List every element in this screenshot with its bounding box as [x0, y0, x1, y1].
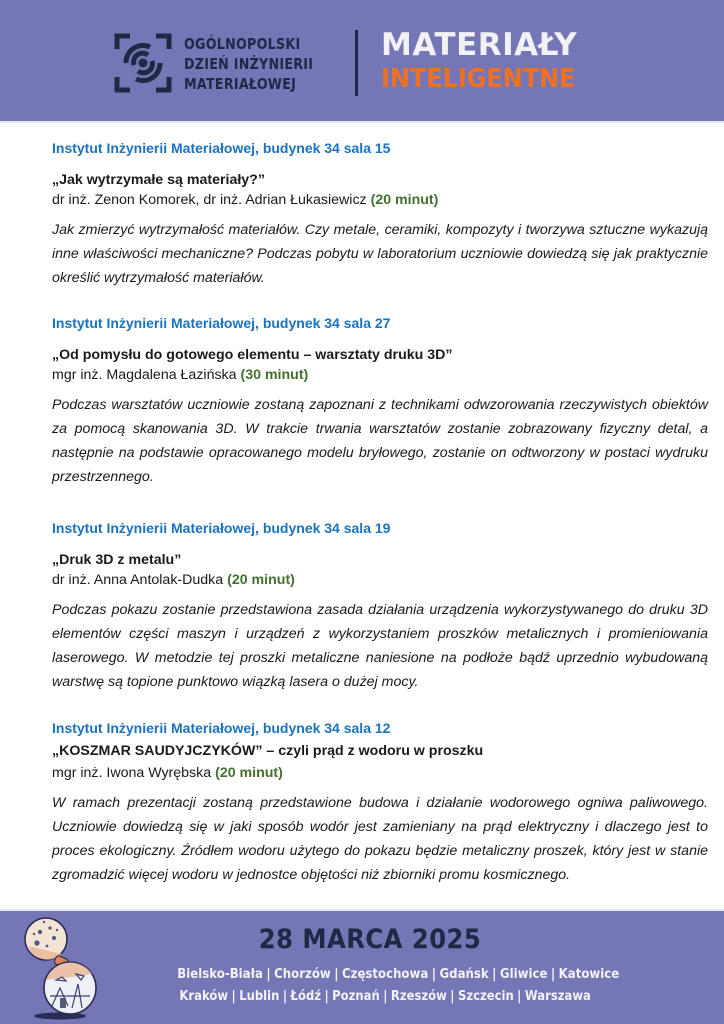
city: Katowice	[558, 966, 620, 982]
event-title: „Jak wytrzymałe są materiały?”	[52, 172, 265, 188]
event-presenters: dr inż. Anna Antolak-Dudka	[52, 572, 224, 588]
organizer-name	[184, 34, 313, 94]
event-description: Podczas pokazu zostanie przedstawiona zasada działania urządzenia wykorzystywanego do druku 3D elementów części maszyn i urządzeń z wykorzystaniem proszków metalicznych i promieniowania laserowego. W metodzie tej proszki metaliczne naniesione na podłoże bądź uprzednio wybudowaną warstwę są topione punktowo wiązką lasera o dużej mocy.	[52, 602, 708, 690]
city: Łódź	[290, 988, 322, 1004]
event-item	[52, 138, 708, 290]
city: Gliwice	[499, 966, 548, 982]
event-location: Instytut Inżynierii Materiałowej, budynek 34 sala 19	[52, 520, 391, 536]
city-separator: |	[550, 966, 556, 982]
event-description: Podczas warsztatów uczniowie zostaną zapoznani z technikami odwzorowania rzeczywistych obiektów za pomocą skanowania 3D. W trakcie trwania warsztatów zostanie zobrazowany fizyczny detal, a następnie na podstawie opracowanego modelu bryłowego, zostanie on odtworzony w postaci wydruku przestrzennego.	[52, 397, 708, 485]
city-separator: |	[431, 966, 437, 982]
header-banner	[0, 0, 724, 121]
event-duration: (20 minut)	[215, 765, 283, 781]
event-title-main: MATERIAŁY	[381, 27, 578, 63]
city-separator: |	[231, 988, 236, 1004]
city-separator: |	[324, 988, 329, 1004]
city: Gdańsk	[439, 966, 489, 982]
city: Szczecin	[457, 988, 514, 1004]
city: Poznań	[332, 988, 380, 1004]
city: Lublin	[239, 988, 280, 1004]
event-description: Jak zmierzyć wytrzymałość materiałów. Czy metale, ceramiki, kompozyty i tworzywa sztuczne wykazują inne właściwości mechaniczne? Podczas pobytu w laboratorium uczniowie dowiedzą się jak praktycznie określić wytrzymałość materiałów.	[52, 222, 708, 286]
event-description: W ramach prezentacji zostaną przedstawione budowa i działanie wodorowego ogniwa paliwowego. Uczniowie dowiedzą się w jaki sposób wodór jest zamieniany na prąd elektryczny i dlaczego jest to proces ekologiczny. Źródłem wodoru użytego do pokazu będzie metaliczny proszek, który jest w stanie zgromadzić więcej wodoru w jednostce objętości niż zbiorniki promu kosmicznego.	[52, 795, 708, 883]
city: Bielsko-Biała	[177, 966, 263, 982]
spiral-logo-icon	[114, 33, 172, 93]
city-separator: |	[517, 988, 522, 1004]
header-divider-line	[0, 121, 724, 123]
event-title: „Druk 3D z metalu”	[52, 552, 182, 568]
event-presenters-line	[52, 365, 708, 385]
city-separator: |	[282, 988, 288, 1004]
hourglass-bottle-illustration-icon	[20, 910, 100, 1020]
organizer-name-line: DZIEŃ INŻYNIERII	[184, 55, 314, 73]
event-duration: (30 minut)	[240, 367, 309, 383]
city: Warszawa	[524, 988, 591, 1004]
organizer-name-line: MATERIAŁOWEJ	[184, 75, 297, 93]
city-separator: |	[334, 966, 339, 982]
event-item	[52, 313, 708, 489]
cities-row	[177, 963, 620, 985]
cities-list	[150, 963, 620, 1007]
cities-row	[179, 985, 591, 1007]
event-item	[52, 718, 708, 887]
event-location: Instytut Inżynierii Materiałowej, budynek 34 sala 15	[52, 140, 391, 156]
city-separator: |	[450, 988, 455, 1004]
event-presenters: mgr inż. Iwona Wyrębska	[52, 765, 212, 781]
event-date: 28 MARCA 2025	[258, 924, 482, 955]
event-presenters: dr inż. Zenon Komorek, dr inż. Adrian Łukasiewicz	[52, 192, 367, 208]
organizer-name-line: OGÓLNOPOLSKI	[184, 35, 301, 53]
event-duration: (20 minut)	[227, 572, 295, 588]
event-presenters: mgr inż. Magdalena Łazińska	[52, 367, 237, 383]
city-separator: |	[492, 966, 497, 982]
event-title: „KOSZMAR SAUDYJCZYKÓW” – czyli prąd z wodoru w proszku	[52, 743, 484, 759]
event-item	[52, 518, 708, 694]
city-separator: |	[266, 966, 271, 982]
event-title: „Od pomysłu do gotowego elementu – warsztaty druku 3D”	[52, 347, 453, 363]
event-location: Instytut Inżynierii Materiałowej, budynek 34 sala 12	[52, 720, 391, 736]
city: Częstochowa	[342, 966, 429, 982]
event-presenters-line	[52, 763, 708, 783]
event-title-sub: INTELIGENTNE	[381, 64, 576, 94]
event-presenters-line	[52, 570, 708, 590]
header-divider	[355, 30, 358, 96]
city: Kraków	[179, 988, 229, 1004]
event-location: Instytut Inżynierii Materiałowej, budynek 34 sala 27	[52, 315, 391, 331]
city: Rzeszów	[390, 988, 447, 1004]
event-presenters-line	[52, 190, 708, 210]
city-separator: |	[383, 988, 388, 1004]
event-duration: (20 minut)	[370, 192, 439, 208]
city: Chorzów	[274, 966, 331, 982]
